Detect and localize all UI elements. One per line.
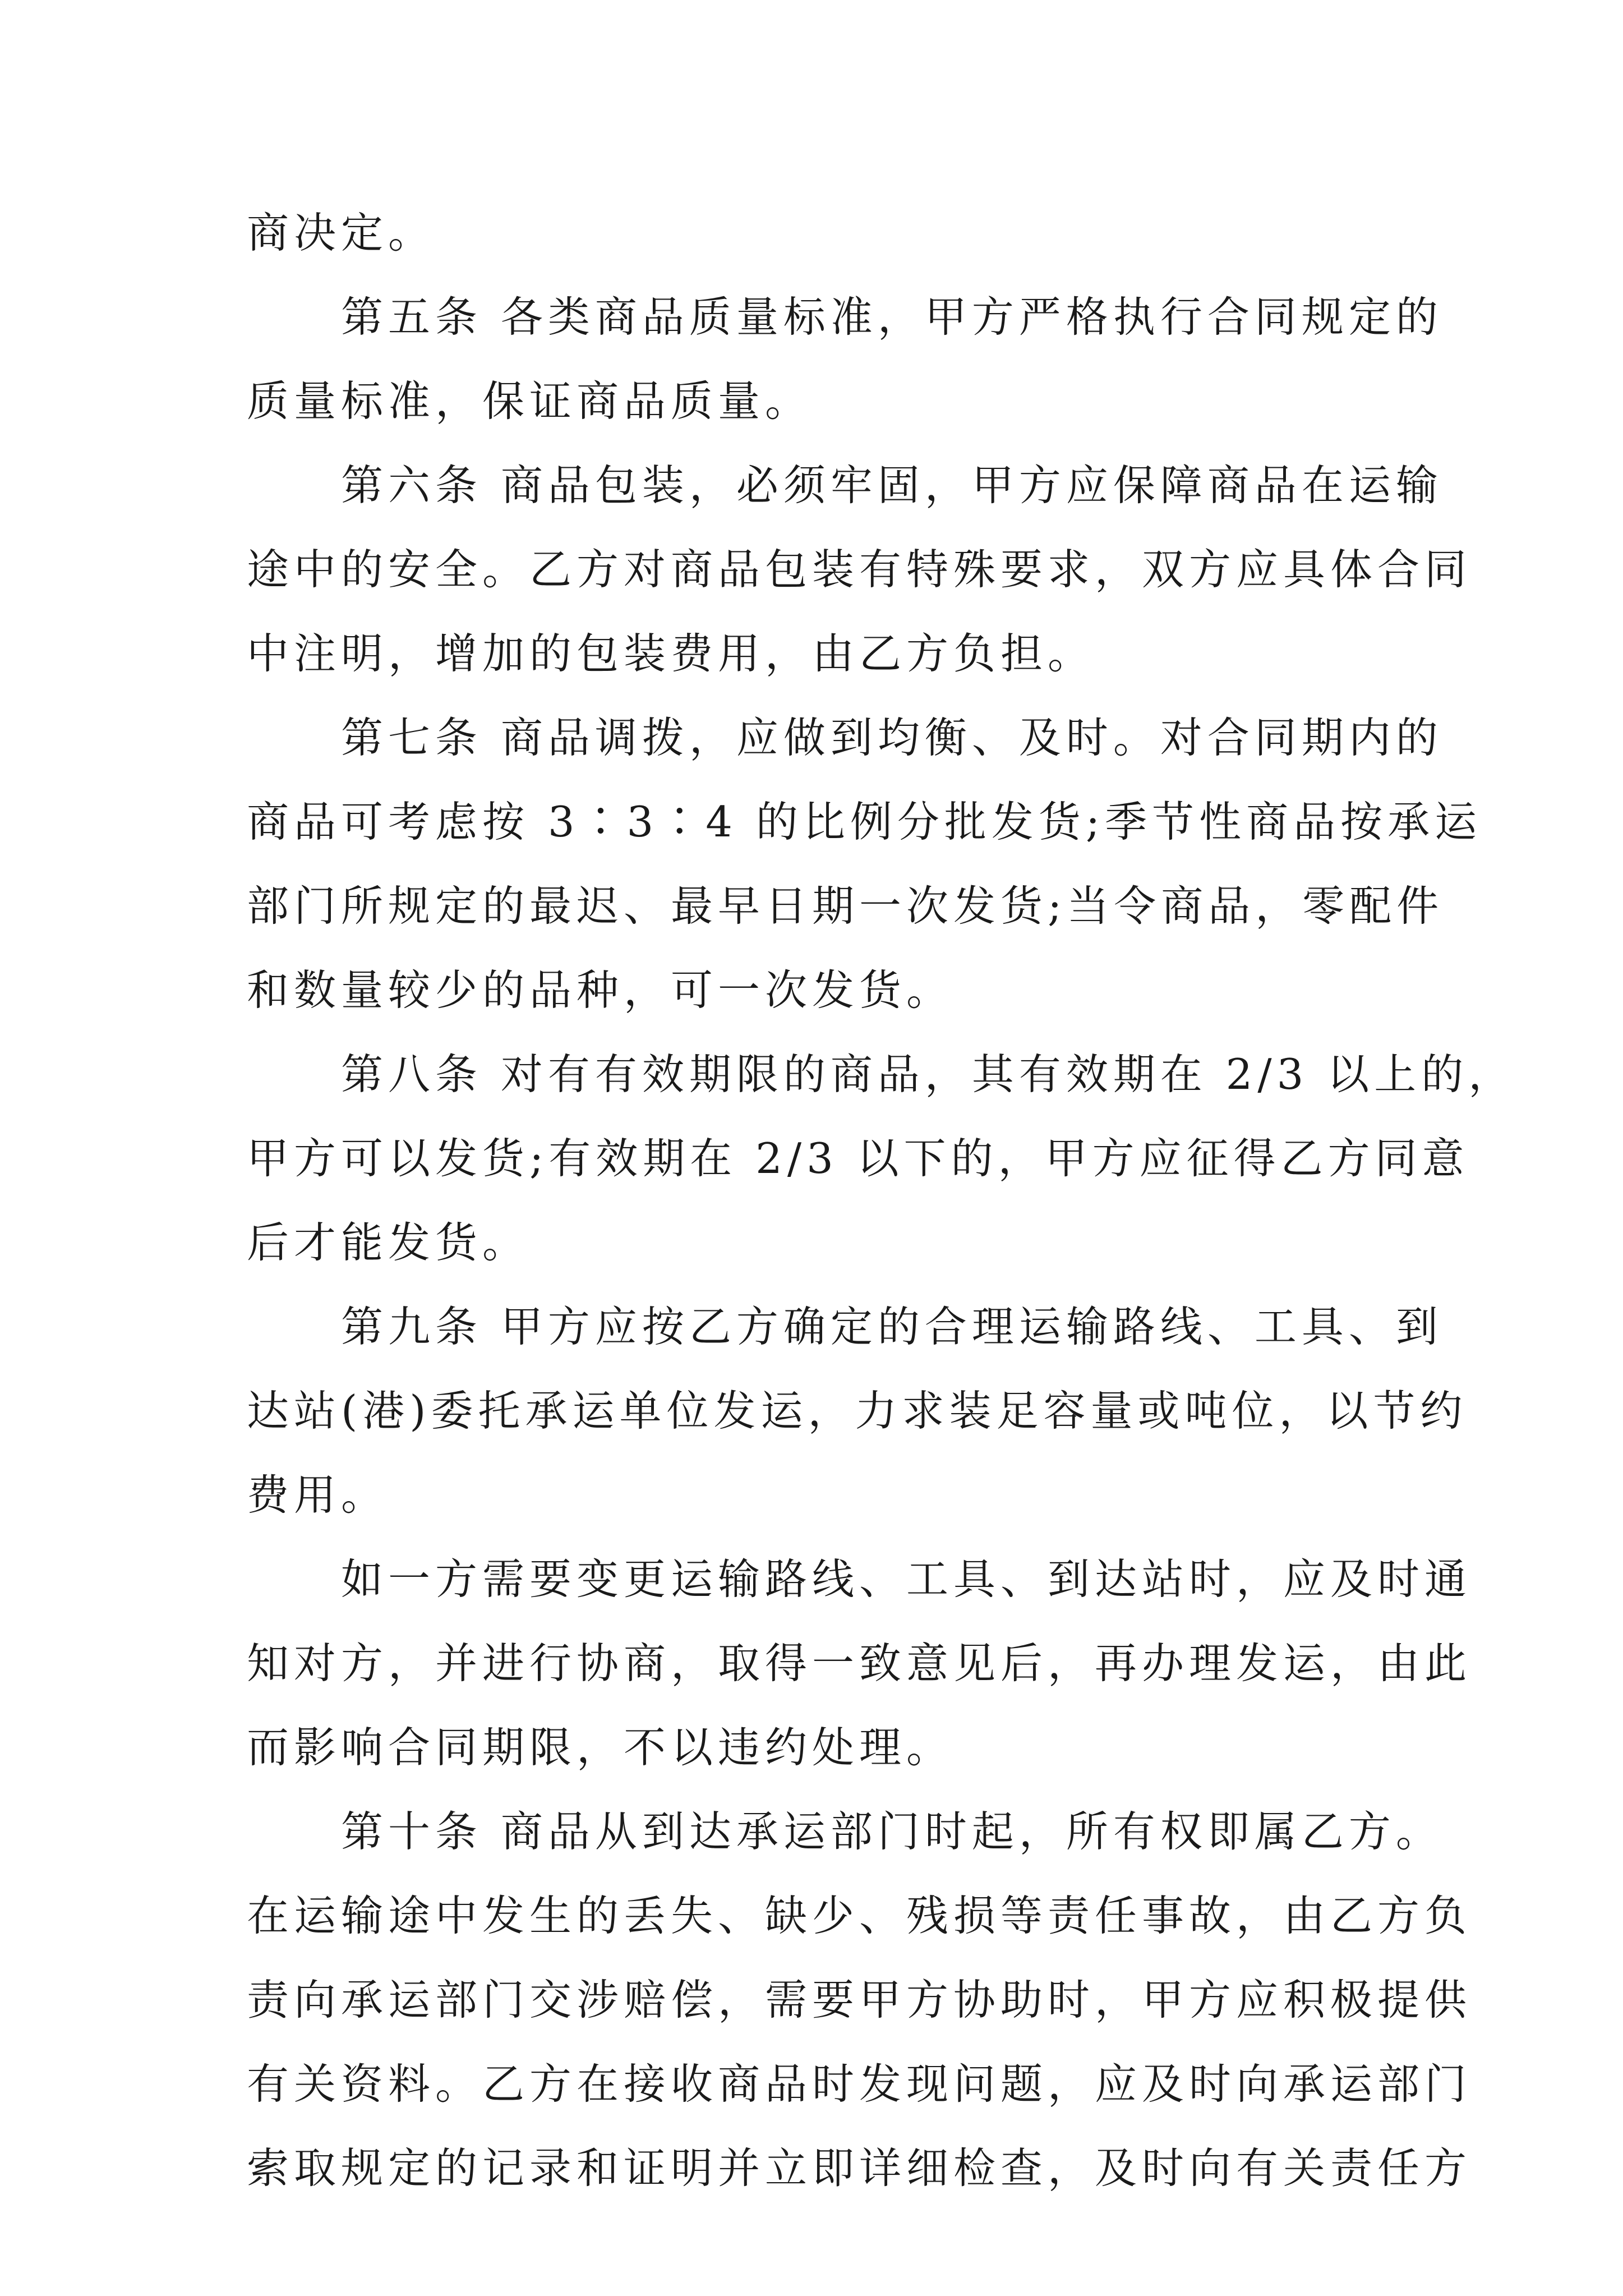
text-line: 如一方需要变更运输路线、工具、到达站时，应及时通 [341,1554,1472,1604]
text-line: 达站(港)委托承运单位发运，力求装足容量或吨位，以节约 [247,1386,1468,1435]
text-line: 第七条 商品调拨，应做到均衡、及时。对合同期内的 [341,713,1443,762]
text-line: 后才能发货。 [247,1218,530,1267]
text-line: 中注明，增加的包装费用，由乙方负担。 [247,629,1095,678]
text-line: 和数量较少的品种，可一次发货。 [247,965,954,1015]
contract-text-block [247,191,1516,2210]
text-line: 商决定。 [247,208,436,257]
text-line: 部门所规定的最迟、最早日期一次发货;当令商品，零配件 [247,881,1444,931]
text-line: 知对方，并进行协商，取得一致意见后，再办理发运，由此 [247,1639,1472,1688]
text-line: 第十条 商品从到达承运部门时起，所有权即属乙方。 [341,1807,1443,1856]
text-line: 第六条 商品包装，必须牢固，甲方应保障商品在运输 [341,461,1443,510]
text-line: 有关资料。乙方在接收商品时发现问题，应及时向承运部门 [247,2059,1472,2109]
text-line: 索取规定的记录和证明并立即详细检查，及时向有关责任方 [247,2143,1472,2193]
text-line: 质量标准，保证商品质量。 [247,376,813,426]
text-line: 费用。 [247,1470,389,1520]
text-line: 责向承运部门交涉赔偿，需要甲方协助时，甲方应积极提供 [247,1975,1472,2024]
text-line: 而影响合同期限，不以违约处理。 [247,1723,954,1772]
text-line: 在运输途中发生的丢失、缺少、残损等责任事故，由乙方负 [247,1891,1472,1940]
text-line: 商品可考虑按 3∶3∶4 的比例分批发货;季节性商品按承运 [247,797,1482,846]
text-line: 甲方可以发货;有效期在 2/3 以下的，甲方应征得乙方同意 [247,1134,1469,1183]
text-line: 第八条 对有有效期限的商品，其有效期在 2/3 以上的， [341,1050,1516,1099]
text-line: 途中的安全。乙方对商品包装有特殊要求，双方应具体合同 [247,545,1472,594]
text-line: 第五条 各类商品质量标准，甲方严格执行合同规定的 [341,292,1443,342]
text-line: 第九条 甲方应按乙方确定的合理运输路线、工具、到 [341,1302,1443,1351]
